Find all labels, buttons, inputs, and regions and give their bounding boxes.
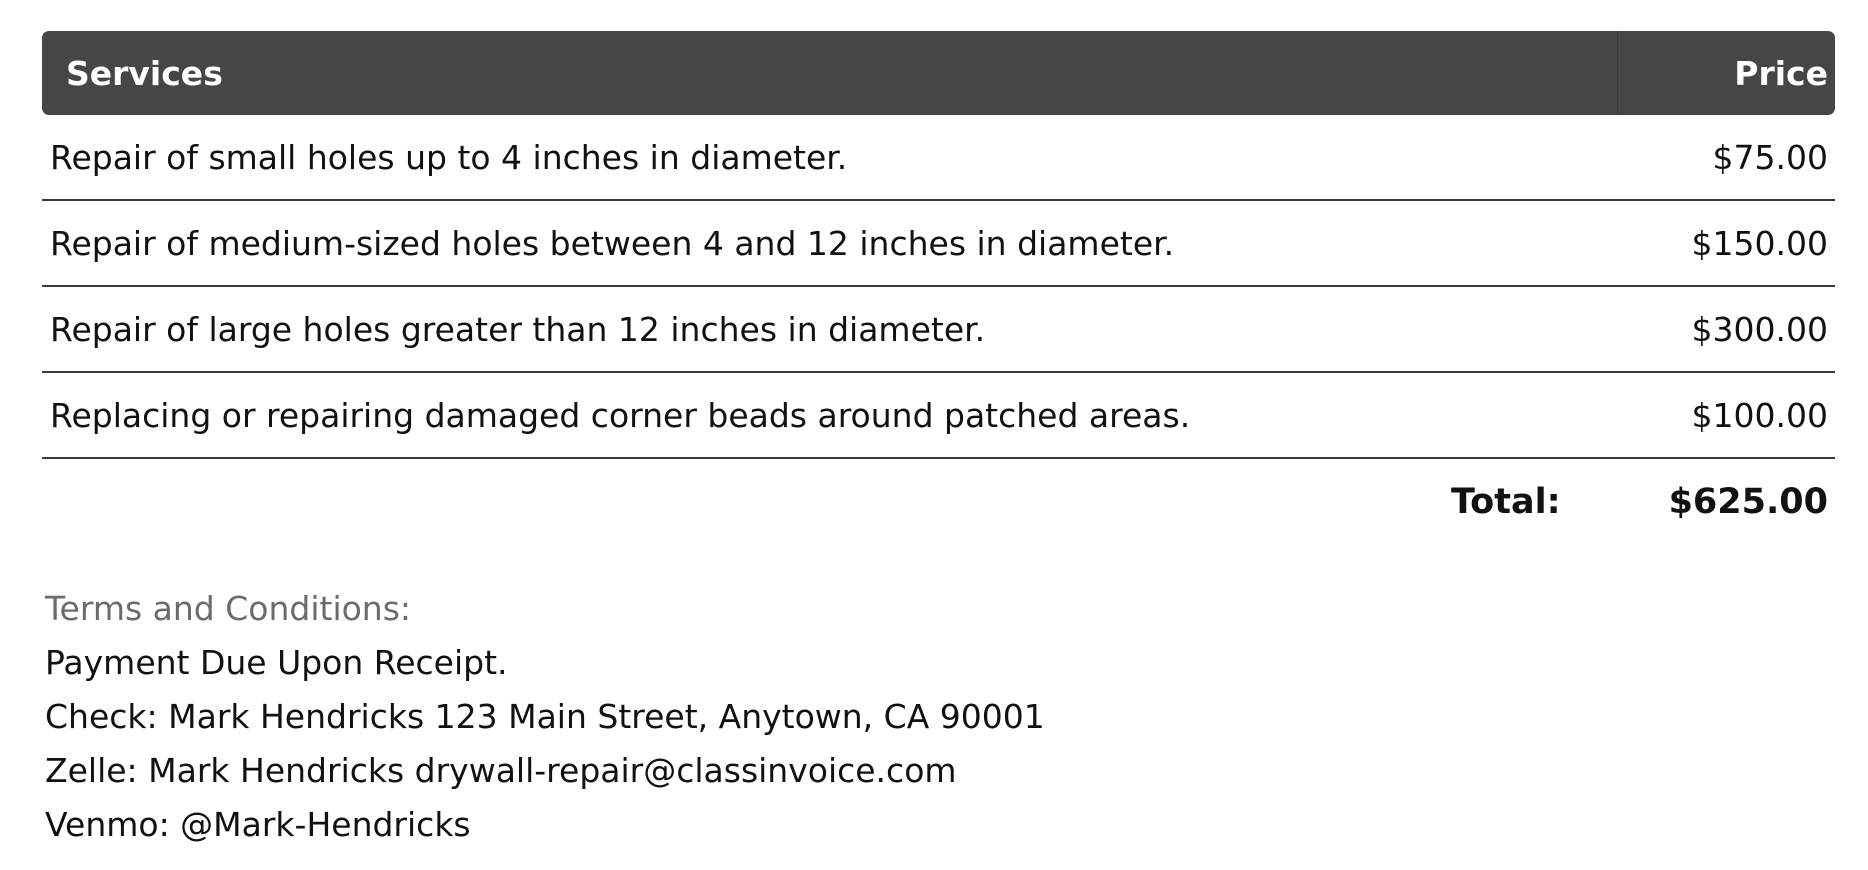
service-description: Repair of small holes up to 4 inches in diameter.: [50, 137, 848, 177]
table-header: [42, 31, 1835, 115]
terms-check-info: Check: Mark Hendricks 123 Main Street, Anytown, CA 90001: [45, 697, 1045, 736]
table-row: [42, 115, 1835, 201]
total-amount: $625.00: [1668, 482, 1828, 522]
services-column-header: Services: [42, 31, 1618, 115]
terms-and-conditions: [45, 582, 1045, 852]
table-row: [42, 201, 1835, 287]
service-price: $100.00: [1691, 395, 1828, 435]
service-price: $75.00: [1712, 137, 1828, 177]
service-description: Repair of large holes greater than 12 inches in diameter.: [50, 309, 986, 349]
service-description: Replacing or repairing damaged corner beads around patched areas.: [50, 395, 1191, 435]
service-price: $150.00: [1691, 223, 1828, 263]
table-row: [42, 287, 1835, 373]
price-column-header: Price: [1734, 53, 1828, 93]
terms-heading: Terms and Conditions:: [45, 589, 412, 628]
total-label: Total:: [1450, 482, 1561, 522]
total-row: [42, 459, 1835, 545]
service-description: Repair of medium-sized holes between 4 and 12 inches in diameter.: [50, 223, 1175, 263]
services-table: [42, 31, 1835, 545]
terms-payment-due: Payment Due Upon Receipt.: [45, 643, 508, 682]
table-row: [42, 373, 1835, 459]
service-price: $300.00: [1691, 309, 1828, 349]
terms-zelle-info: Zelle: Mark Hendricks drywall-repair@classinvoice.com: [45, 751, 957, 790]
terms-venmo-info: Venmo: @Mark-Hendricks: [45, 805, 471, 844]
